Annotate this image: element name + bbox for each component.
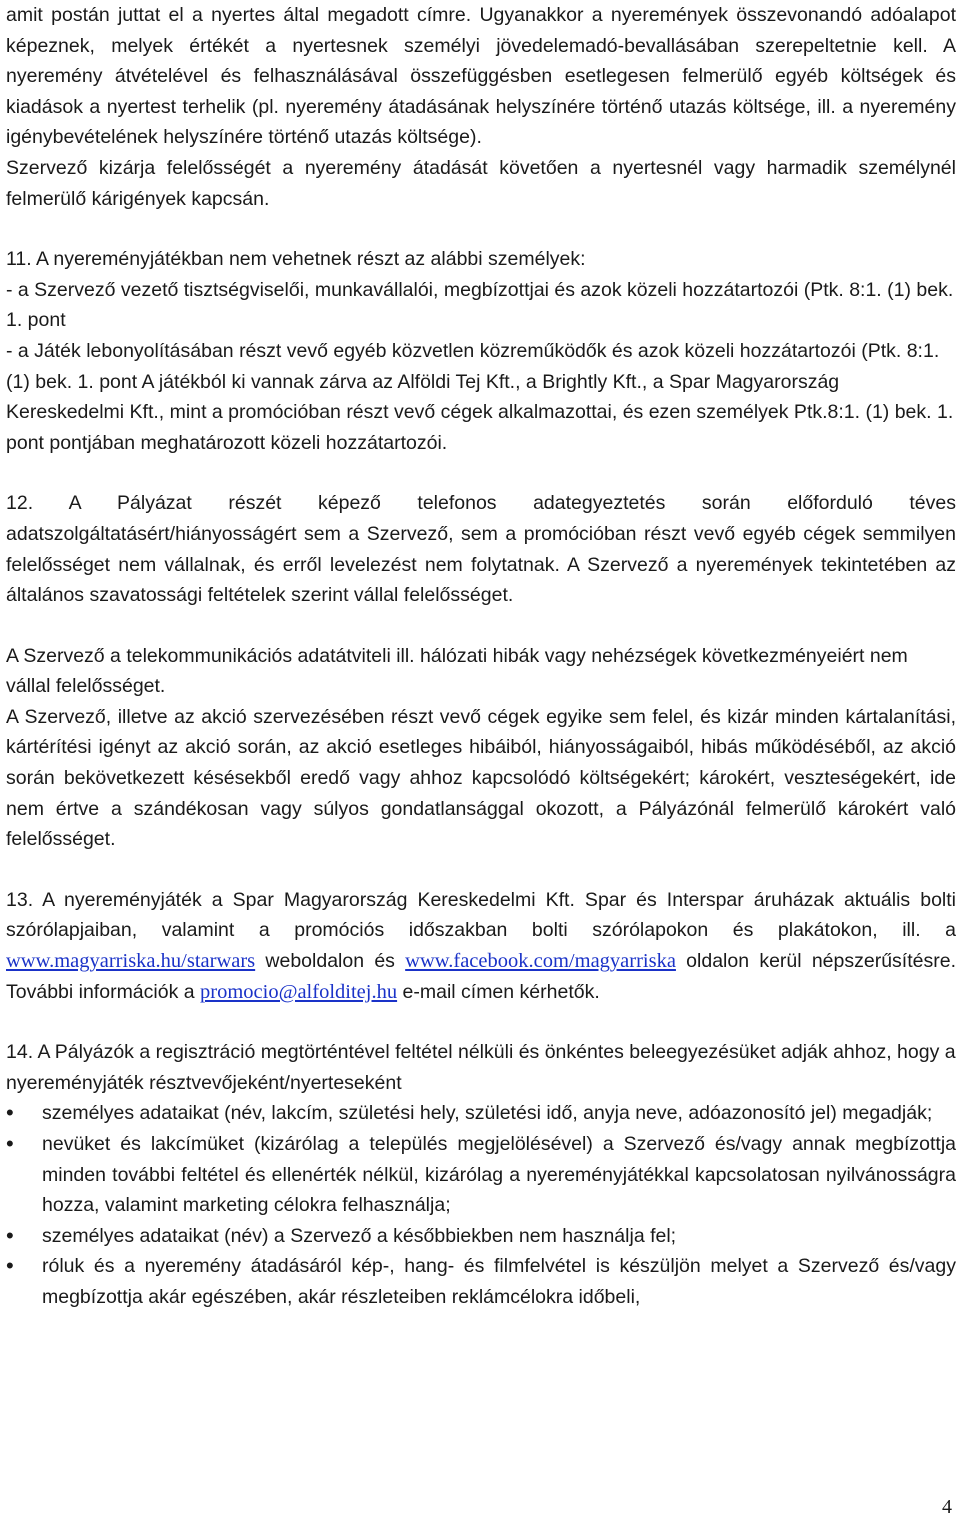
list-item-text: személyes adataikat (név) a Szervező a későbbiekben nem használja fel; <box>42 1224 677 1247</box>
liability-paragraph: Szervező kizárja felelősségét a nyeremény átadását követően a nyertesnél vagy harmadik személynél felmerülő kárigények kapcsán. <box>6 156 956 210</box>
bullet-icon: • <box>6 1131 14 1156</box>
section-13-text-b: weboldalon és <box>255 950 406 973</box>
section-13-text-d: e-mail címen kérhetők. <box>397 980 600 1003</box>
section-13-text-a: 13. A nyereményjáték a Spar Magyarország Kereskedelmi Kft. Spar és Interspar áruházak aktuális bolti szórólapjaiban, valamint a promóciós időszakban bolti szórólapokon és plakátokon, ill. a <box>6 888 956 942</box>
list-item <box>6 1251 956 1312</box>
intro-paragraph: amit postán juttat el a nyertes által megadott címre. Ugyanakkor a nyeremények összevonandó adóalapot képeznek, melyek értékét a nyertesnek személyi jövedelemadó-bevallásában szerepeltetnie kell. A nyeremény átvételével és felhasználásával összefüggésben esetlegesen felmerülő egyéb költségek és kiadások a nyertest terhelik (pl. nyeremény átadásának helyszínére történő utazás költsége, ill. a nyeremény igénybevételének helyszínére történő utazás költsége). <box>6 4 956 149</box>
page-number: 4 <box>942 1496 952 1518</box>
bullet-icon: • <box>6 1253 14 1279</box>
section-11-heading: 11. A nyereményjátékban nem vehetnek részt az alábbi személyek: <box>6 248 586 271</box>
list-item-text: nevüket és lakcímüket (kizárólag a település megjelölésével) a Szervező és/vagy annak megbízottja minden további feltétel és ellenérték nélkül, kizárólag a nyereményjátékkal kapcsolatosan nyilvánosságra hozza, valamint marketing célokra felhasználja; <box>42 1133 956 1217</box>
section-12-exclusion-paragraph: A Szervező, illetve az akció szervezésében részt vevő cégek egyike sem felel, és kizár minden kártalanítási, kártérítési igényt az akció során, az akció esetleges hibáiból, hiányosságaiból, hibás működéséből, az akció során bekövetkezett késésekből eredő vagy ahhoz kapcsolódó költségekért; károkért, veszteségekért, ide nem értve a szándékosan vagy súlyos gondatlansággal okozott, a Pályázónál felmerülő károkért való felelősséget. <box>6 705 956 851</box>
consent-list <box>6 1098 956 1312</box>
section-13-text-c: oldalon kerül népszerűsítésre. További információk a <box>6 950 956 1003</box>
section-13-paragraph <box>6 885 956 1007</box>
section-14-intro: 14. A Pályázók a regisztráció megtörténtével feltétel nélküli és önkéntes beleegyezésüket adják ahhoz, hogy a nyereményjáték résztvevőjeként/nyerteseként <box>6 1041 956 1094</box>
list-item <box>6 1098 956 1129</box>
contact-email-link[interactable]: promocio@alfolditej.hu <box>200 980 398 1003</box>
section-11-item-2: - a Játék lebonyolításában részt vevő egyéb közvetlen közreműködők és azok közeli hozzátartozói (Ptk. 8:1. (1) bek. 1. pont A játékból ki vannak zárva az Alföldi Tej Kft., a Brightly Kft., a Spar Magyarország Kereskedelmi Kft., mint a promócióban részt vevő cégek alkalmazottai, és ezen személyek Ptk.8:1. (1) bek. 1. pont pontjában meghatározott közeli hozzátartozói. <box>6 339 954 454</box>
list-item <box>6 1129 956 1221</box>
section-12-paragraph: 12. A Pályázat részét képező telefonos adategyeztetés során előforduló téves adatszolgáltatásért/hiányosságért sem a Szervező, sem a promócióban részt vevő egyéb cégek semmilyen felelősséget nem vállalnak, és erről levelezést nem folytatnak. A Szervező a nyeremények tekintetében az általános szavatossági feltételek szerint vállal felelősséget. <box>6 492 956 607</box>
bullet-icon: • <box>6 1222 14 1248</box>
section-11-item-1: - a Szervező vezető tisztségviselői, munkavállalói, megbízottjai és azok közeli hozzátartozói (Ptk. 8:1. (1) bek. 1. pont <box>6 278 954 332</box>
section-12-network-paragraph: A Szervező a telekommunikációs adatátviteli ill. hálózati hibák vagy nehézségek következményeiért nem vállal felelősséget. <box>6 644 908 698</box>
document-page <box>6 0 956 1313</box>
facebook-page-link[interactable]: www.facebook.com/magyarriska <box>405 950 676 973</box>
starwars-website-link[interactable]: www.magyarriska.hu/starwars <box>6 950 256 973</box>
list-item <box>6 1221 956 1252</box>
bullet-icon: • <box>6 1100 14 1126</box>
list-item-text: személyes adataikat (név, lakcím, születési hely, születési idő, anyja neve, adóazonosító jel) megadják; <box>42 1102 933 1125</box>
list-item-text: róluk és a nyeremény átadásáról kép-, hang- és filmfelvétel is készüljön melyet a Szervező és/vagy megbízottja akár egészében, akár részleteiben reklámcélokra időbeli, <box>42 1255 956 1308</box>
